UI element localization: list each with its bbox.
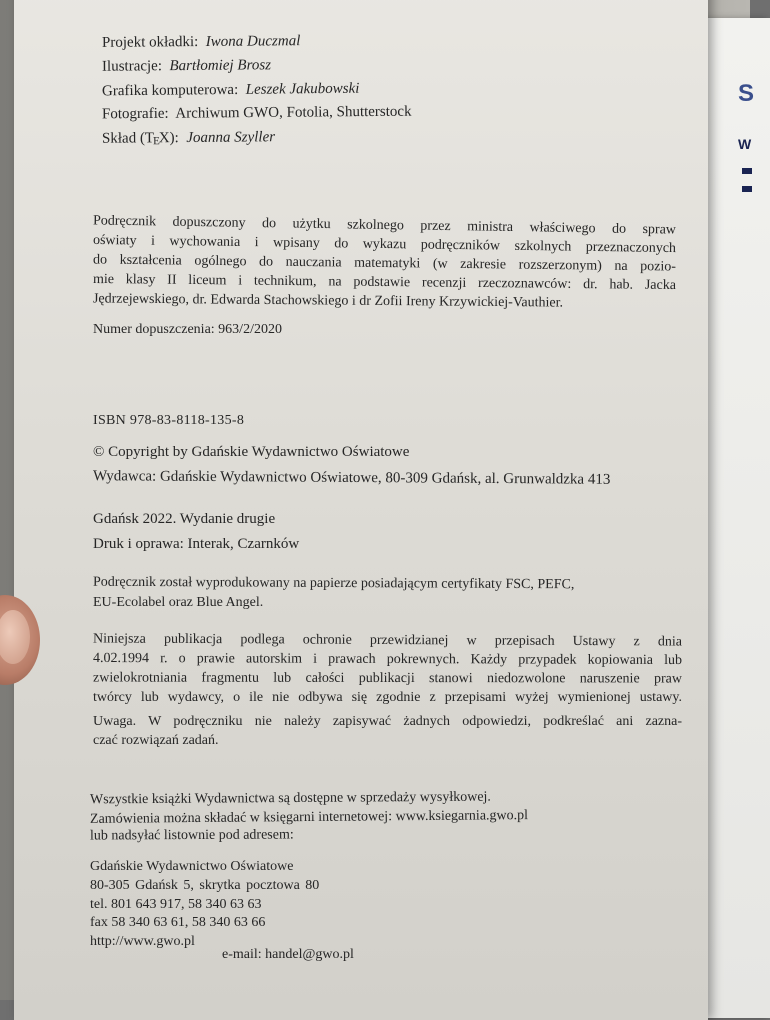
adjacent-page-letter: S: [738, 80, 755, 107]
credit-cover: Projekt okładki: Iwona Duczmal: [101, 33, 301, 51]
approval-number: Numer dopuszczenia: 963/2/2020: [93, 322, 282, 337]
approval-line-4: mie klasy II liceum i technikum, na podstawie recenzji rzeczoznawców: dr. hab. Jacka: [92, 271, 677, 294]
legal-line-4: twórcy lub wydawcy, o ile nie odbywa się zgodnie z przepisami wyżej wymienionej ustawy.: [93, 690, 682, 705]
approval-line-3: do kształcenia ogólnego do nauczania matematyki (w zakresie rozszerzonym) na pozio-: [92, 252, 677, 275]
legal-line-2: 4.02.1994 r. o prawie autorskim i prawach pokrewnych. Każdy przypadek kopiowania lub: [92, 650, 683, 669]
print-info: Druk i oprawa: Interak, Czarnków: [93, 536, 300, 552]
edition: Gdańsk 2022. Wydanie drugie: [93, 511, 276, 527]
note-line-2: czać rozwiązań zadań.: [93, 733, 219, 748]
paper-line-1: Podręcznik został wyprodukowany na papierze posiadającym certyfikaty FSC, PEFC,: [92, 574, 575, 593]
publisher: Wydawca: Gdańskie Wydawnictwo Oświatowe, 80-309 Gdańsk, al. Grunwaldzka 413: [92, 468, 611, 488]
sales-line-1: Wszystkie książki Wydawnictwa są dostępne w sprzedaży wysyłkowej.: [89, 789, 491, 808]
legal-line-3: zwielokrotniania fragmentu lub całości publikacji stanowi niedozwolone naruszenie praw: [92, 670, 683, 687]
address-email: e-mail: handel@gwo.pl: [222, 947, 354, 962]
credit-illustrations: Ilustracje: Bartłomiej Brosz: [101, 57, 272, 75]
approval-line-5: Jędrzejewskiego, dr. Edwarda Stachowskiego i dr Zofii Ireny Krzywickiej-Vauthier.: [92, 291, 564, 311]
approval-line-1: Podręcznik dopuszczony do użytku szkolnego przez ministra właściwego do spraw: [92, 213, 677, 238]
sales-line-2: Zamówienia można składać w księgarni internetowej: www.ksiegarnia.gwo.pl: [89, 808, 529, 827]
legal-line-1: Niniejsza publikacja podlega ochronie przewidzianej w przepisach Ustawy z dnia: [92, 631, 683, 650]
sales-line-3: lub nadsyłać listownie pod adresem:: [89, 827, 294, 844]
address-street: 80-305 Gdańsk 5, skrytka pocztowa 80: [90, 878, 320, 893]
address-fax: fax 58 340 63 61, 58 340 63 66: [90, 915, 266, 930]
credit-typesetting: Skład $(T_EX)$: Joanna Szyller: [101, 129, 276, 148]
address-name: Gdańskie Wydawnictwo Oświatowe: [90, 859, 294, 874]
paper-line-2: EU-Ecolabel oraz Blue Angel.: [93, 595, 264, 610]
credit-graphics: Grafika komputerowa: Leszek Jakubowski: [101, 80, 360, 100]
note-line-1: Uwaga. W podręczniku nie należy zapisywać żadnych odpowiedzi, podkreślać ani zazna-: [93, 714, 682, 729]
adjacent-page-letter-2: W: [738, 136, 752, 152]
credit-photos: Fotografie: Archiwum GWO, Fotolia, Shutterstock: [101, 103, 412, 123]
approval-line-2: oświaty i wychowania i wpisany do wykazu podręczników szkolnych przeznaczonych: [92, 232, 677, 257]
address-tel: tel. 801 643 917, 58 340 63 63: [90, 897, 262, 912]
address-web: http://www.gwo.pl: [90, 934, 195, 949]
copyright: © Copyright by Gdańskie Wydawnictwo Oświatowe: [93, 444, 410, 460]
isbn: ISBN 978-83-8118-135-8: [93, 413, 245, 428]
